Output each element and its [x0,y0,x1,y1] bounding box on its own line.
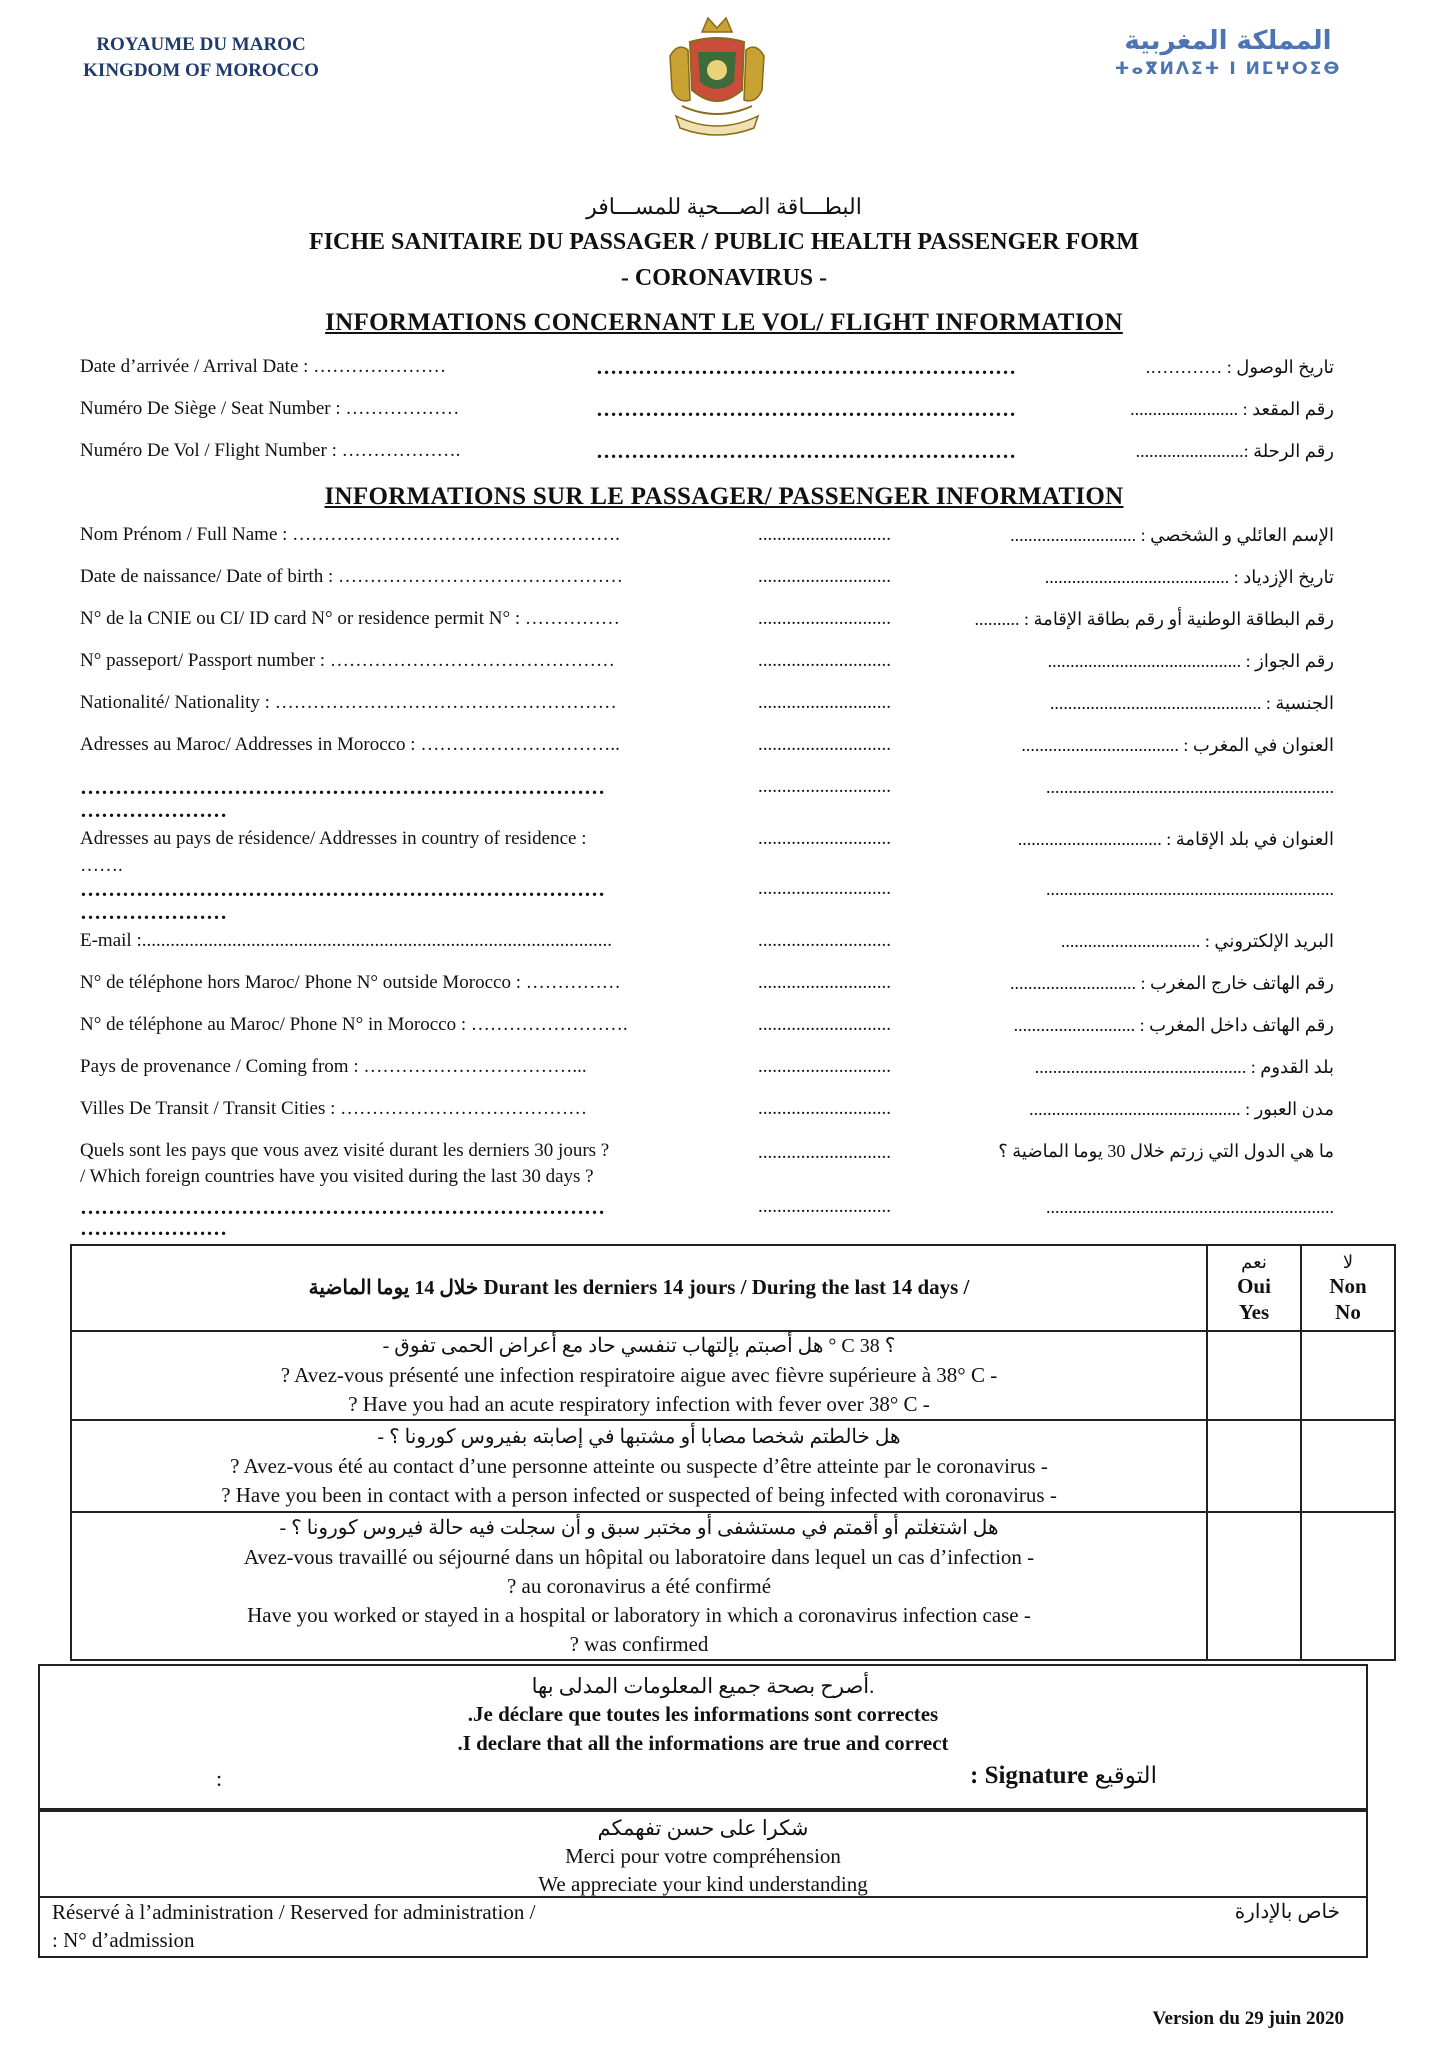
yes-ar: نعم [1241,1252,1267,1272]
seat-number-label: Numéro De Siège / Seat Number : ……………… [80,398,460,419]
question-row [71,1331,1395,1420]
kingdom-fr: ROYAUME DU MAROC [96,34,306,55]
kingdom-tifinagh: ⵜⴰⴳⵍⴷⵉⵜ ⵏ ⵍⵎⵖⵔⵉⴱ [1114,59,1342,79]
transit-cities-row[interactable] [0,1094,1448,1128]
address-morocco-row[interactable] [0,730,1448,764]
address-residence-label: Adresses au pays de résidence/ Addresses in country of residence : [80,828,587,849]
no-fr: Non [1329,1274,1367,1298]
question-fr: ? Avez-vous présenté une infection respiratoire aigue avec fièvre supérieure à 38° C - [280,1363,998,1387]
visited-line2-field[interactable]: ............................ [758,1196,891,1217]
address-residence-row[interactable] [0,824,1448,858]
phone-morocco-label-ar: رقم الهاتف داخل المغرب : ........................... [1013,1015,1334,1035]
address-residence-line2[interactable]: ………………………………………………………………… [80,877,605,901]
admission-number-field[interactable]: : N° d’admission [52,1928,195,1952]
no-en: No [1335,1300,1361,1324]
phone-outside-label-ar: رقم الهاتف خارج المغرب : ............................ [1009,973,1334,993]
signature-field[interactable] [970,1762,1157,1790]
phone-morocco-label: N° de téléphone au Maroc/ Phone N° in Morocco : ……………………. [80,1014,628,1035]
flight-number-row[interactable] [0,436,1448,470]
id-card-row[interactable] [0,604,1448,638]
visited-countries-field[interactable]: ............................ [758,1142,891,1163]
answer-yes-cell[interactable] [1207,1331,1301,1420]
answer-yes-cell[interactable] [1207,1512,1301,1660]
yes-fr: Oui [1237,1274,1271,1298]
address-morocco-line2-field[interactable]: ............................ [758,776,891,797]
passport-label: N° passeport/ Passport number : ……………………………………… [80,650,615,671]
thanks-box [38,1810,1368,1900]
seat-number-row[interactable] [0,394,1448,428]
kingdom-en: KINGDOM OF MOROCCO [83,60,319,81]
answer-no-cell[interactable] [1301,1512,1395,1660]
health-questions-table [70,1244,1396,1661]
transit-cities-field[interactable]: ............................ [758,1098,891,1119]
phone-morocco-row[interactable] [0,1010,1448,1044]
nationality-label: Nationalité/ Nationality : ……………………………………………… [80,692,617,713]
address-morocco-line2[interactable]: ………………………………………………………………… [80,775,605,799]
date-of-birth-field[interactable]: ............................ [758,566,891,587]
questions-header-row [71,1245,1395,1331]
flight-section-heading: INFORMATIONS CONCERNANT LE VOL/ FLIGHT INFORMATION [325,309,1123,336]
flight-number-field[interactable]: …………………………………………………… [596,439,1016,463]
address-morocco-line2-ar[interactable]: ................................................................ [1046,777,1334,797]
address-morocco-label: Adresses au Maroc/ Addresses in Morocco : ………………………….. [80,734,620,755]
form-subtitle: - CORONAVIRUS - [620,265,828,291]
address-residence-line2-ar[interactable]: ................................................................ [1046,879,1334,899]
question-ar: - هل اشتغلتم أو أقمتم في مستشفى أو مختبر سبق و أن سجلت فيه حالة فيروس كورونا ؟ [279,1516,999,1539]
full-name-label: Nom Prénom / Full Name : ……………………………………………. [80,524,620,545]
question-contact [71,1420,1207,1512]
address-residence-field[interactable]: ............................ [758,828,891,849]
question-ar: - هل خالطتم شخصا مصابا أو مشتبها في إصابته بفيروس كورونا ؟ [377,1425,901,1448]
id-card-field[interactable]: ............................ [758,608,891,629]
arrival-date-row[interactable] [0,352,1448,386]
phone-morocco-field[interactable]: ............................ [758,1014,891,1035]
question-en: ? Have you been in contact with a person infected or suspected of being infected with coronavirus - [221,1482,1057,1507]
thanks-ar: شكرا على حسن تفهمكم [597,1816,809,1840]
declaration-fr: .Je déclare que toutes les informations sont correctes [467,1702,939,1726]
signature-label-ar: التوقيع [1094,1763,1157,1788]
visited-question-fr: Quels sont les pays que vous avez visité durant les derniers 30 jours ? [80,1140,610,1161]
nationality-row[interactable] [0,688,1448,722]
question-en: ? Have you had an acute respiratory infection with fever over 38° C - [348,1392,930,1416]
question-fever [71,1331,1207,1420]
seat-number-label-ar: رقم المقعد : ........................ [1130,399,1334,419]
coming-from-field[interactable]: ............................ [758,1056,891,1077]
no-ar: لا [1342,1252,1354,1272]
date-of-birth-label-ar: تاريخ الإزدياد : ......................................... [1044,567,1334,587]
declaration-box [38,1664,1368,1810]
question-row [71,1420,1395,1512]
visited-question-en: / Which foreign countries have you visited during the last 30 days ? [80,1166,594,1187]
visited-continuation[interactable]: ………………… [80,1216,227,1240]
phone-outside-row[interactable] [0,968,1448,1002]
nationality-label-ar: الجنسية : ............................................... [1049,693,1334,713]
id-card-label-ar: رقم البطاقة الوطنية أو رقم بطاقة الإقامة : .......... [974,609,1334,629]
passenger-section-heading: INFORMATIONS SUR LE PASSAGER/ PASSENGER INFORMATION [324,483,1124,510]
question-fr: Avez-vous travaillé ou séjourné dans un hôpital ou laboratoire dans lequel un cas d’infection - [243,1544,1035,1569]
question-row [71,1512,1395,1660]
yes-column-header [1207,1245,1301,1331]
form-title: FICHE SANITAIRE DU PASSAGER / PUBLIC HEALTH PASSENGER FORM [309,229,1139,255]
questions-header-text: Durant les derniers 14 jours / During the last 14 days / [483,1275,970,1299]
full-name-label-ar: الإسم العائلي و الشخصي : ............................ [1010,525,1334,545]
question-en-2: ? was confirmed [569,1631,709,1656]
answer-yes-cell[interactable] [1207,1420,1301,1512]
arrival-date-label-ar: تاريخ الوصول : …………. [1145,357,1334,377]
visited-line2[interactable]: ………………………………………………………………… [80,1195,605,1219]
questions-header [71,1245,1207,1331]
kingdom-ar: المملكة المغربية [1124,26,1332,56]
questions-header-ar: خلال 14 يوما الماضية [308,1277,479,1299]
address-residence-label-ar: العنوان في بلد الإقامة : ................................ [1017,829,1334,849]
email-label-ar: البريد الإلكتروني : ............................... [1060,931,1334,951]
full-name-row[interactable] [0,520,1448,554]
full-name-field[interactable]: ............................ [758,524,891,545]
seat-number-field[interactable]: …………………………………………………… [596,397,1016,421]
question-fr-2: ? au coronavirus a été confirmé [506,1573,772,1598]
coming-from-label: Pays de provenance / Coming from : ……………………………... [80,1056,587,1077]
transit-cities-label: Villes De Transit / Transit Cities : ………………………………… [80,1098,588,1119]
signature-label: : Signature [970,1762,1089,1789]
visited-question-ar: ما هي الدول التي زرتم خلال 30 يوما الماضية ؟ [998,1141,1334,1161]
date-of-birth-label: Date de naissance/ Date of birth : ……………………………………… [80,566,623,587]
address-residence-line2-field[interactable]: ............................ [758,878,891,899]
thanks-en: We appreciate your kind understanding [538,1872,868,1896]
address-residence-continuation-2[interactable]: ………………… [80,900,227,924]
version-label: Version du 29 juin 2020 [1152,2008,1344,2029]
arrival-date-field[interactable]: …………………………………………………… [596,355,1016,379]
address-morocco-continuation[interactable]: ………………… [80,798,227,822]
admin-reserved-label-ar: خاص بالإدارة [1234,1901,1340,1923]
address-residence-continuation[interactable]: ……. [80,855,123,876]
id-card-label: N° de la CNIE ou CI/ ID card N° or residence permit N° : …………… [80,608,620,629]
signature-colon: : [216,1766,223,1791]
yes-en: Yes [1238,1300,1270,1324]
admin-reserved-label: Réservé à l’administration / Reserved for administration / [52,1900,536,1924]
address-morocco-field[interactable]: ............................ [758,734,891,755]
question-fr: ? Avez-vous été au contact d’une personne atteinte ou suspecte d’être atteinte par le coronavirus - [230,1453,1048,1478]
email-field[interactable]: ............................ [758,930,891,951]
declaration-ar: أصرح بصحة جميع المعلومات المدلى بها. [531,1674,875,1698]
coming-from-row[interactable] [0,1052,1448,1086]
question-ar: - هل أصبتم بإلتهاب تنفسي حاد مع أعراض الحمى تفوق ° C 38 ؟ [382,1335,896,1357]
no-column-header [1301,1245,1395,1331]
passport-field[interactable]: ............................ [758,650,891,671]
kingdom-arabic [1098,24,1358,80]
address-morocco-label-ar: العنوان في المغرب : ................................... [1021,735,1334,755]
kingdom-title [56,32,346,84]
answer-no-cell[interactable] [1301,1420,1395,1512]
passport-label-ar: رقم الجواز : ........................................... [1047,651,1334,671]
form-title-arabic: البطـــاقة الصـــحية للمســـافر [586,194,862,219]
phone-outside-field[interactable]: ............................ [758,972,891,993]
question-hospital [71,1512,1207,1660]
flight-number-label: Numéro De Vol / Flight Number : ………………. [80,440,461,461]
nationality-field[interactable]: ............................ [758,692,891,713]
date-of-birth-row[interactable] [0,562,1448,596]
email-row[interactable] [0,926,1448,960]
question-en: Have you worked or stayed in a hospital or laboratory in which a coronavirus infection case - [247,1602,1031,1627]
passport-row[interactable] [0,646,1448,680]
admin-box [38,1896,1368,1958]
declaration-en: .I declare that all the informations are true and correct [457,1731,949,1755]
coat-of-arms-icon [662,12,772,144]
arrival-date-label: Date d’arrivée / Arrival Date : ………………… [80,356,447,377]
phone-outside-label: N° de téléphone hors Maroc/ Phone N° outside Morocco : …………… [80,972,621,993]
coming-from-label-ar: بلد القدوم : ............................................... [1034,1057,1334,1077]
answer-no-cell[interactable] [1301,1331,1395,1420]
visited-line2-ar[interactable]: ................................................................ [1046,1197,1334,1217]
thanks-fr: Merci pour votre compréhension [565,1844,841,1868]
flight-number-label-ar: رقم الرحلة :........................ [1135,441,1334,461]
transit-cities-label-ar: مدن العبور : ............................................... [1029,1099,1334,1119]
email-label: E-mail :................................................................................................... [80,930,612,951]
